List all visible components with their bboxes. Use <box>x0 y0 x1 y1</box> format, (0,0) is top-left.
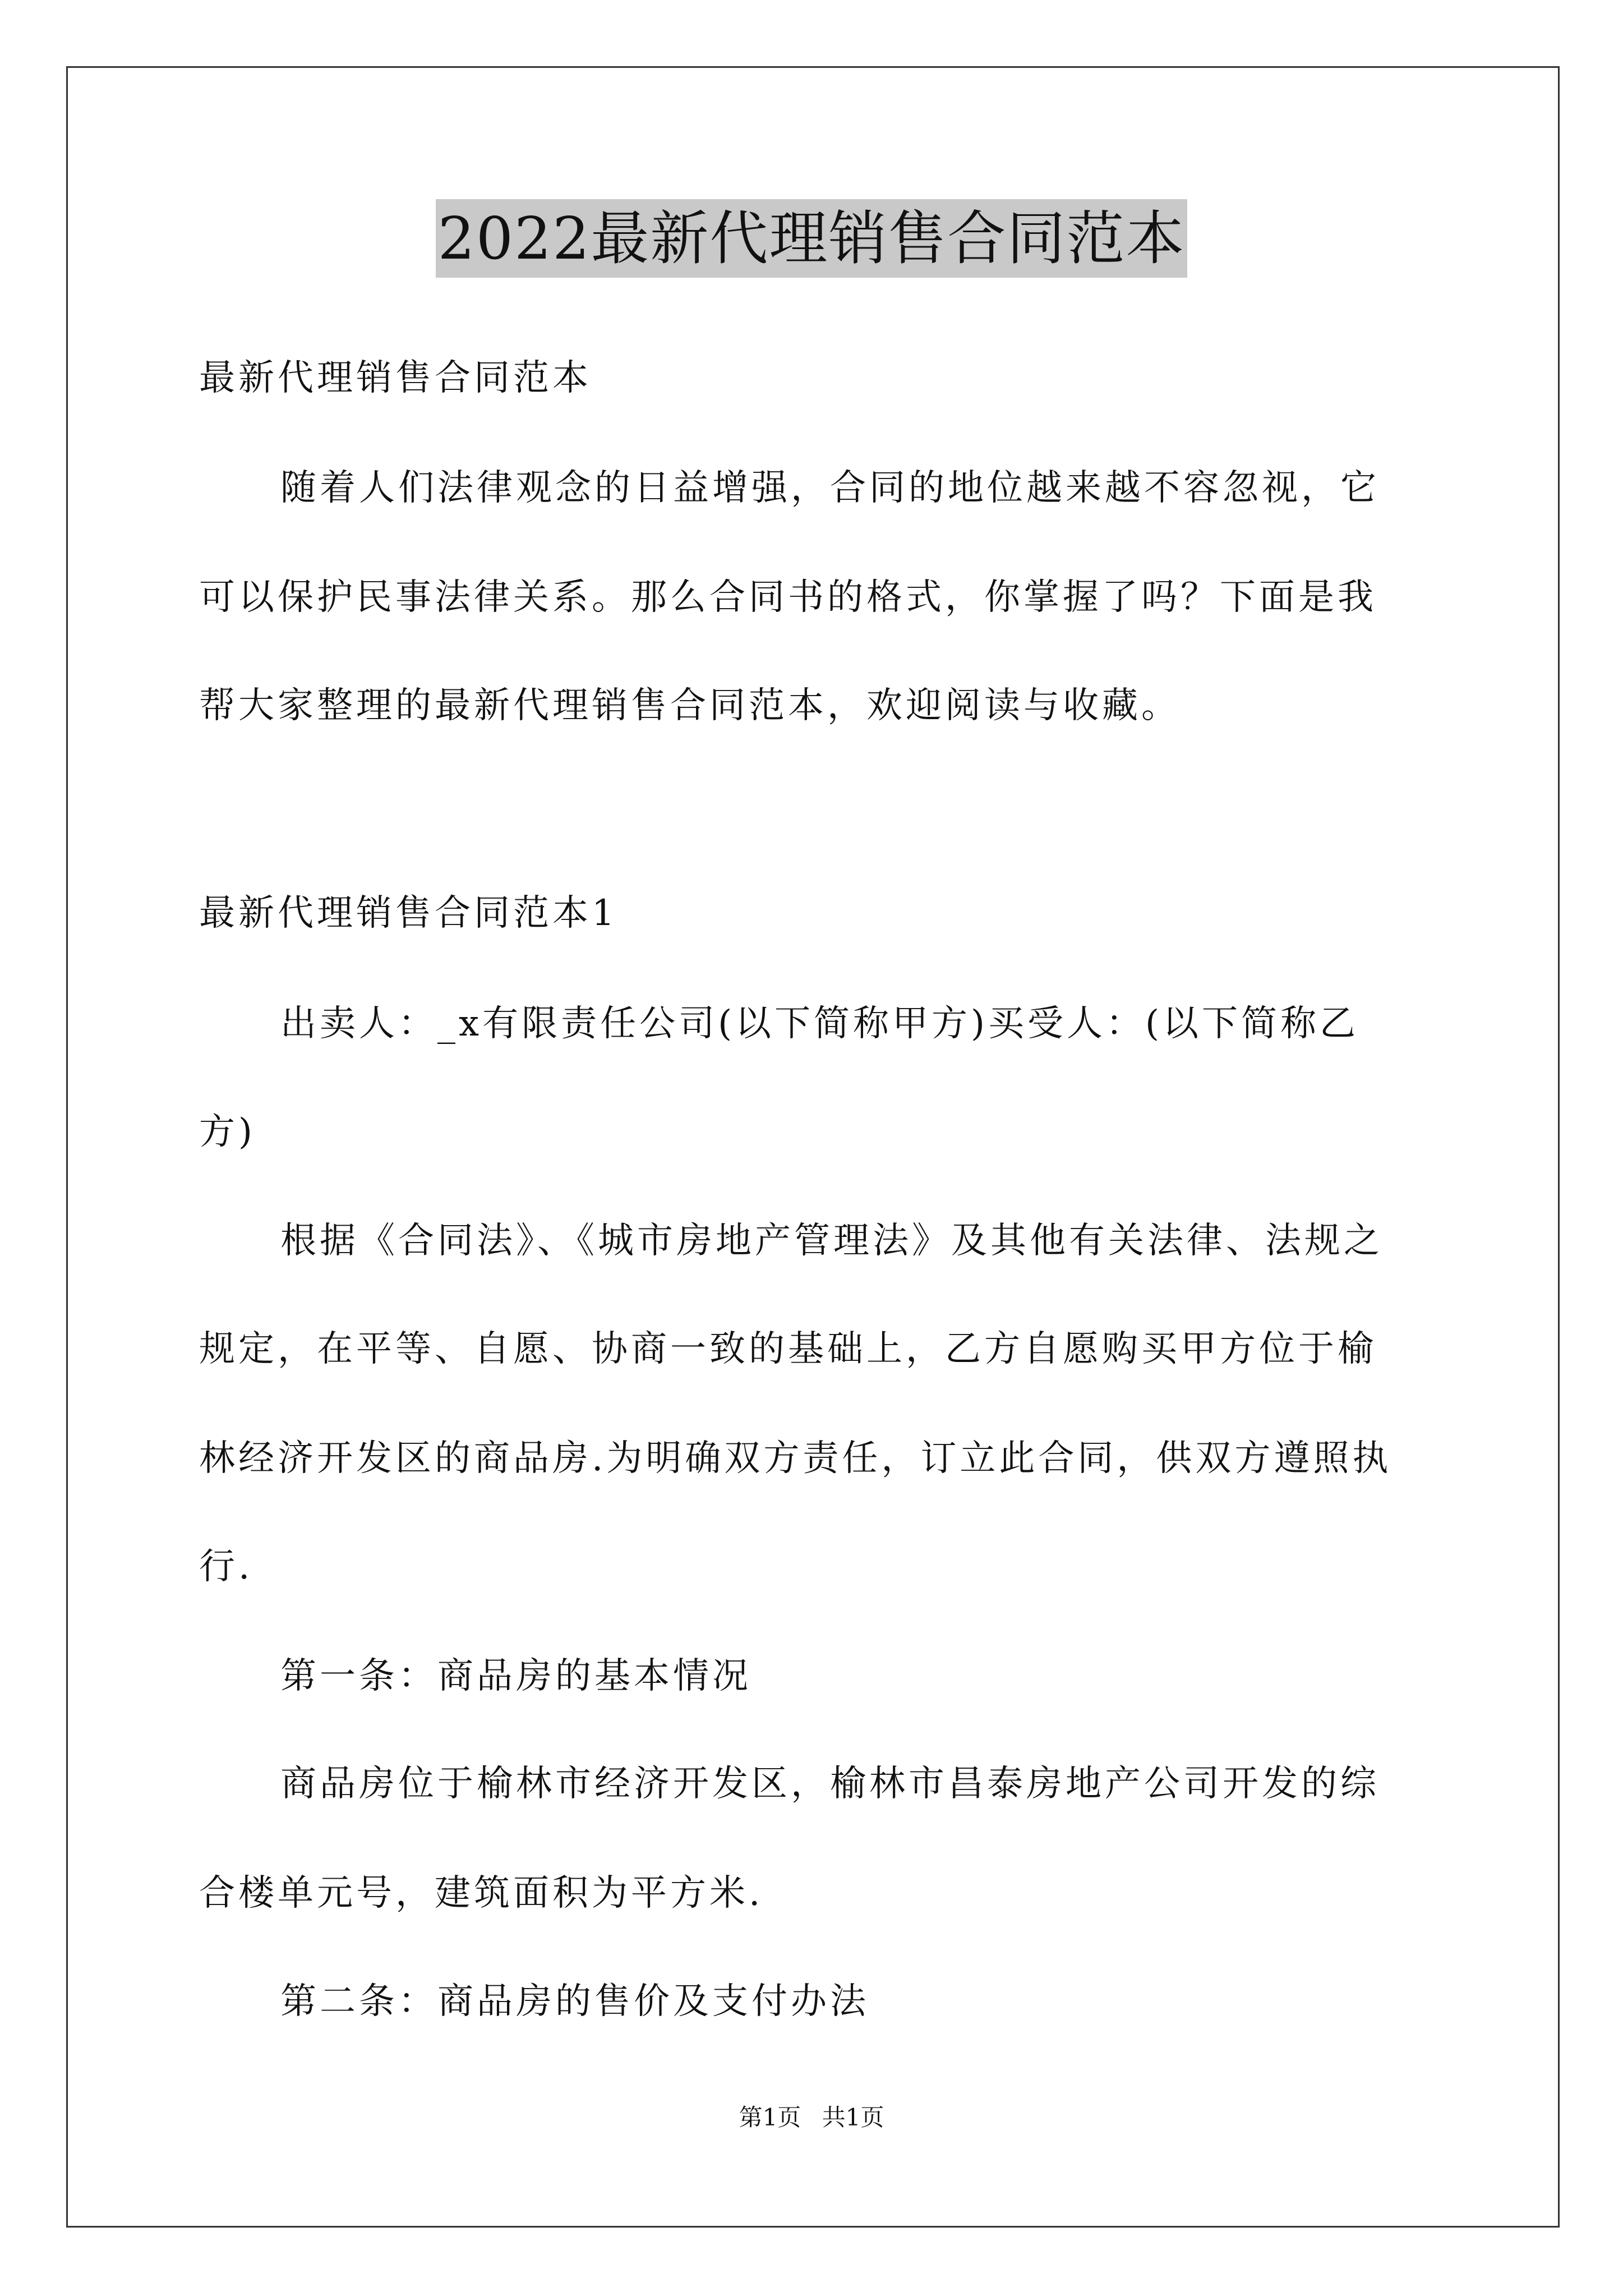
page-number-total: 共1页 <box>822 2104 884 2131</box>
basis-line-1: 根据《合同法》、《城市房地产管理法》及其他有关法律、法规之 <box>280 1220 1383 1262</box>
intro-line-2: 可以保护民事法律关系。那么合同书的格式，你掌握了吗？下面是我 <box>199 577 1377 618</box>
article-1-line-1: 商品房位于榆林市经济开发区，榆林市昌泰房地产公司开发的综 <box>280 1763 1380 1805</box>
article-2-heading: 第二条：商品房的售价及支付办法 <box>280 1981 869 2022</box>
document-title: 2022最新代理销售合同范本 <box>436 199 1188 278</box>
parties-line-1: 出卖人：_x有限责任公司(以下简称甲方)买受人：(以下简称乙 <box>280 1003 1359 1045</box>
basis-line-4: 行. <box>199 1546 253 1588</box>
basis-line-3: 林经济开发区的商品房.为明确双方责任，订立此合同，供双方遵照执 <box>199 1438 1392 1479</box>
intro-line-1: 随着人们法律观念的日益增强，合同的地位越来越不容忽视，它 <box>280 467 1380 509</box>
article-1-line-2: 合楼单元号，建筑面积为平方米. <box>199 1872 764 1914</box>
section-heading-1: 最新代理销售合同范本1 <box>199 892 618 934</box>
subtitle-line: 最新代理销售合同范本 <box>199 357 592 399</box>
basis-line-2: 规定，在平等、自愿、协商一致的基础上，乙方自愿购买甲方位于榆 <box>199 1328 1377 1370</box>
parties-line-2: 方) <box>199 1111 256 1153</box>
page-footer <box>0 2101 1623 2134</box>
page-number-current: 第1页 <box>739 2104 801 2131</box>
title-container <box>0 199 1623 278</box>
intro-line-3: 帮大家整理的最新代理销售合同范本，欢迎阅读与收藏。 <box>199 685 1181 726</box>
article-1-heading: 第一条：商品房的基本情况 <box>280 1655 751 1697</box>
